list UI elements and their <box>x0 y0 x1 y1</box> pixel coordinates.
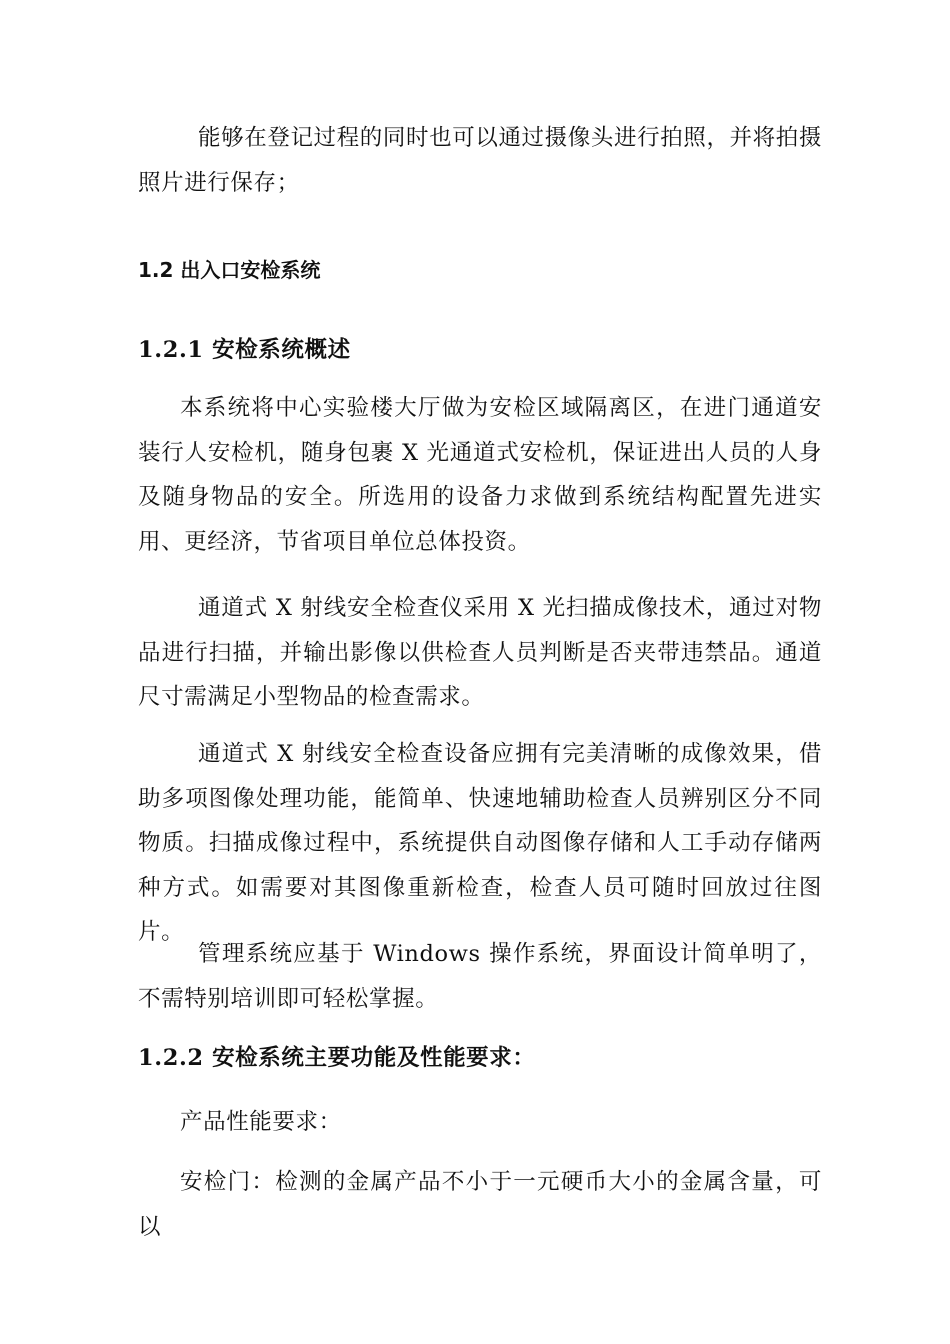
subsection-heading-requirements: 1.2.2 安检系统主要功能及性能要求： <box>138 1045 536 1071</box>
paragraph-product-requirements: 产品性能要求： <box>180 1109 342 1135</box>
paragraph-intro: 能够在登记过程的同时也可以通过摄像头进行拍照，并将拍摄照片进行保存； <box>138 125 822 196</box>
paragraph-management: 管理系统应基于 Windows 操作系统，界面设计简单明了，不需特别培训即可轻松掌握。 <box>138 941 822 1012</box>
paragraph-overview: 本系统将中心实验楼大厅做为安检区域隔离区，在进门通道安装行人安检机，随身包裹 X 光通道式安检机，保证进出人员的人身及随身物品的安全。所选用的设备力求做到系统结构配置先进实用、更经济，节省项目单位总体投资。 <box>138 395 822 555</box>
paragraph-xray-2: 通道式 X 射线安全检查设备应拥有完美清晰的成像效果，借助多项图像处理功能，能简单、快速地辅助检查人员辨别区分不同物质。扫描成像过程中，系统提供自动图像存储和人工手动存储两种方式。如需要对其图像重新检查，检查人员可随时回放过往图片。 <box>138 741 822 945</box>
subsection-heading-overview: 1.2.1 安检系统概述 <box>138 337 351 363</box>
paragraph-xray-1: 通道式 X 射线安全检查仪采用 X 光扫描成像技术，通过对物品进行扫描，并输出影像以供检查人员判断是否夹带违禁品。通道尺寸需满足小型物品的检查需求。 <box>138 595 822 710</box>
section-heading: 1.2 出入口安检系统 <box>138 258 321 282</box>
paragraph-security-gate: 安检门：检测的金属产品不小于一元硬币大小的金属含量，可以 <box>138 1169 822 1240</box>
